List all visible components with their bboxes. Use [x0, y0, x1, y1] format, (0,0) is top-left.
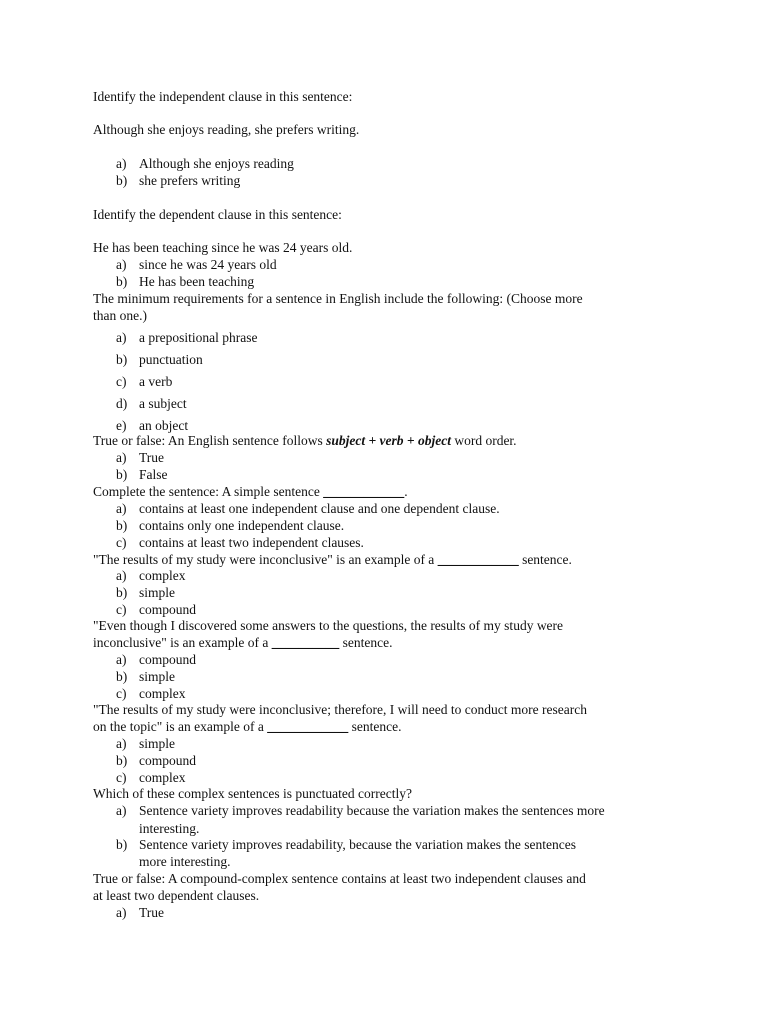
question-4-option-b: b) False	[116, 467, 168, 482]
question-7-prompt-line-2: inconclusive" is an example of a __________ sentence.	[93, 635, 393, 650]
question-3-prompt-line-2: than one.)	[93, 308, 147, 323]
question-5-prompt: Complete the sentence: A simple sentence ____________.	[93, 484, 408, 499]
question-4-option-a: a) True	[116, 450, 165, 465]
question-2-sentence: He has been teaching since he was 24 years old.	[93, 240, 353, 255]
question-10-prompt-line-1: True or false: A compound-complex sentence contains at least two independent clauses and	[93, 871, 586, 886]
question-7-option-b: b) simple	[116, 669, 175, 684]
question-3-option-b: b) punctuation	[116, 352, 203, 367]
question-2-prompt: Identify the dependent clause in this sentence:	[93, 207, 342, 222]
question-9-option-a: a) Sentence variety improves readability because the variation makes the sentences more	[116, 803, 605, 818]
question-4-prompt: True or false: An English sentence follows subject + verb + object word order.	[93, 433, 517, 448]
question-6-option-a: a) complex	[116, 568, 186, 583]
question-5-option-a: a) contains at least one independent clause and one dependent clause.	[116, 501, 500, 516]
question-9-option-a-continuation: interesting.	[139, 821, 200, 836]
question-1-option-b: b) she prefers writing	[116, 173, 241, 188]
answer-blank: __________	[271, 635, 340, 650]
answer-blank: ____________	[267, 719, 349, 734]
question-5-option-b: b) contains only one independent clause.	[116, 518, 345, 533]
question-9-prompt: Which of these complex sentences is punctuated correctly?	[93, 786, 412, 801]
question-9-option-b-continuation: more interesting.	[139, 854, 231, 869]
word-order-formula: subject + verb + object	[326, 433, 451, 448]
question-6-option-b: b) simple	[116, 585, 175, 600]
question-8-option-c: c) complex	[116, 770, 186, 785]
answer-blank: ____________	[323, 484, 405, 499]
question-9-option-b: b) Sentence variety improves readability, because the variation makes the sentences	[116, 837, 576, 852]
question-2-option-a: a) since he was 24 years old	[116, 257, 277, 272]
question-3-option-a: a) a prepositional phrase	[116, 330, 258, 345]
question-7-option-c: c) complex	[116, 686, 186, 701]
question-7-prompt-line-1: "Even though I discovered some answers to the questions, the results of my study were	[93, 618, 564, 633]
question-8-option-b: b) compound	[116, 753, 196, 768]
question-8-option-a: a) simple	[116, 736, 175, 751]
question-1-option-a: a) Although she enjoys reading	[116, 156, 294, 171]
question-3-prompt-line-1: The minimum requirements for a sentence in English include the following: (Choose more	[93, 291, 583, 306]
question-6-option-c: c) compound	[116, 602, 196, 617]
question-6-prompt: "The results of my study were inconclusive" is an example of a ____________ sentence.	[93, 552, 572, 567]
question-1-prompt: Identify the independent clause in this sentence:	[93, 89, 353, 104]
question-3-option-e: e) an object	[116, 418, 189, 433]
answer-blank: ____________	[437, 552, 519, 567]
question-10-option-a: a) True	[116, 905, 165, 920]
question-3-option-d: d) a subject	[116, 396, 187, 411]
question-10-prompt-line-2: at least two dependent clauses.	[93, 888, 260, 903]
question-8-prompt-line-2: on the topic" is an example of a ____________ sentence.	[93, 719, 402, 734]
question-5-option-c: c) contains at least two independent clauses.	[116, 535, 364, 550]
question-1-sentence: Although she enjoys reading, she prefers writing.	[93, 122, 360, 137]
question-2-option-b: b) He has been teaching	[116, 274, 255, 289]
question-7-option-a: a) compound	[116, 652, 196, 667]
question-3-option-c: c) a verb	[116, 374, 173, 389]
question-8-prompt-line-1: "The results of my study were inconclusive; therefore, I will need to conduct more research	[93, 702, 587, 717]
